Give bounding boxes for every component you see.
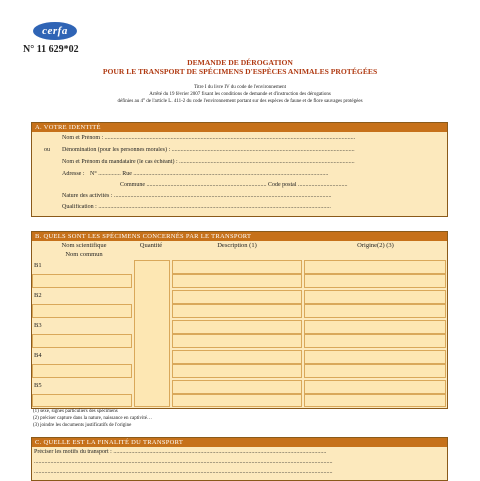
activites-field[interactable]: Nature des activités : ................................................................................................................................................. (62, 193, 332, 199)
mandataire-field[interactable]: Nom et Prénom du mandataire (le cas échéant) : ..................................................................................................................... (62, 159, 355, 165)
b5-description-cell-2[interactable] (172, 394, 302, 407)
b5-description-cell[interactable] (172, 380, 302, 394)
nom-prenom-field[interactable]: Nom et Prénom : ....................................................................................................................................................................... (62, 135, 356, 141)
cerfa-logo: cerfa (33, 22, 77, 40)
b2-nom-cell[interactable] (32, 304, 132, 318)
b5-origine-cell-2[interactable] (304, 394, 446, 407)
col-quantite: Quantité (139, 242, 163, 249)
footnote-1: (1) sexe, signes particuliers des spécimens (33, 409, 118, 414)
legal-ref-line3: définies au 4° de l'article L. 411-2 du code l'environnement portant sur des espèces de faune et de flore sauvages protégées (117, 99, 363, 104)
quantite-column[interactable] (134, 260, 170, 407)
b4-nom-cell[interactable] (32, 364, 132, 378)
adresse-rue-field[interactable]: N° ............... Rue .................................................................................................................................. (90, 171, 329, 177)
b5-nom-cell[interactable] (32, 394, 132, 407)
b2-origine-cell-2[interactable] (304, 304, 446, 318)
row-label-b5: B5 (34, 382, 42, 389)
row-label-b4: B4 (34, 352, 42, 359)
section-b-header: B. QUELS SONT LES SPÉCIMENS CONCERNÉS PAR LE TRANSPORT (32, 232, 447, 241)
b2-origine-cell[interactable] (304, 290, 446, 304)
b5-origine-cell[interactable] (304, 380, 446, 394)
b4-origine-cell[interactable] (304, 350, 446, 364)
legal-ref-line1: Titre I du livre IV du code de l'environnement (194, 85, 286, 90)
col-nom-scientifique: Nom scientifique (61, 242, 107, 249)
adresse-label: Adresse : (62, 171, 85, 177)
section-c-header: C. QUELLE EST LA FINALITÉ DU TRANSPORT (32, 438, 447, 447)
b1-nom-cell[interactable] (32, 274, 132, 288)
legal-ref-line2: Arrêté du 19 février 2007 fixant les conditions de demande et d'instruction des dérogations (149, 92, 331, 97)
b4-origine-cell-2[interactable] (304, 364, 446, 378)
row-label-b2: B2 (34, 292, 42, 299)
form-title-line1: DEMANDE DE DÉROGATION (187, 58, 293, 67)
b3-nom-cell[interactable] (32, 334, 132, 348)
footnote-2: (2) préciser capture dans la nature, naissance en captivité… (33, 416, 152, 421)
form-number: N° 11 629*02 (23, 44, 79, 55)
col-description: Description (1) (217, 242, 257, 249)
footnote-3: (3) joindre les documents justificatifs de l'origine (33, 423, 132, 428)
b1-origine-cell[interactable] (304, 260, 446, 274)
b3-origine-cell-2[interactable] (304, 334, 446, 348)
section-purpose (31, 437, 448, 481)
motifs-line-3[interactable]: ....................................................................................................................................................................................................... (34, 469, 333, 475)
qualification-field[interactable]: Qualification : ........................................................................................................................................................... (62, 204, 331, 210)
b1-description-cell[interactable] (172, 260, 302, 274)
b3-description-cell-2[interactable] (172, 334, 302, 348)
motifs-field[interactable]: Préciser les motifs du transport : .............................................................................................................................................. (34, 449, 327, 455)
section-identity (31, 122, 448, 217)
commune-field[interactable]: Commune ................................................................................ Code postal ................................. (120, 182, 348, 188)
b2-description-cell[interactable] (172, 290, 302, 304)
col-origine: Origine(2) (3) (357, 242, 394, 249)
b1-description-cell-2[interactable] (172, 274, 302, 288)
ou-label: ou (44, 147, 50, 153)
col-nom-commun: Nom commun (65, 251, 103, 258)
b1-origine-cell-2[interactable] (304, 274, 446, 288)
b3-origine-cell[interactable] (304, 320, 446, 334)
row-label-b3: B3 (34, 322, 42, 329)
section-a-header: A. VOTRE IDENTITÉ (32, 123, 447, 132)
row-label-b1: B1 (34, 262, 42, 269)
b4-description-cell[interactable] (172, 350, 302, 364)
b4-description-cell-2[interactable] (172, 364, 302, 378)
form-title-line2: POUR LE TRANSPORT DE SPÉCIMENS D'ESPÈCES ANIMALES PROTÉGÉES (102, 67, 378, 76)
section-specimens (31, 231, 448, 409)
b3-description-cell[interactable] (172, 320, 302, 334)
motifs-line-2[interactable]: ....................................................................................................................................................................................................... (34, 459, 333, 465)
denomination-field[interactable]: Dénomination (pour les personnes morales) : .......................................................................................................................... (62, 147, 355, 153)
b2-description-cell-2[interactable] (172, 304, 302, 318)
